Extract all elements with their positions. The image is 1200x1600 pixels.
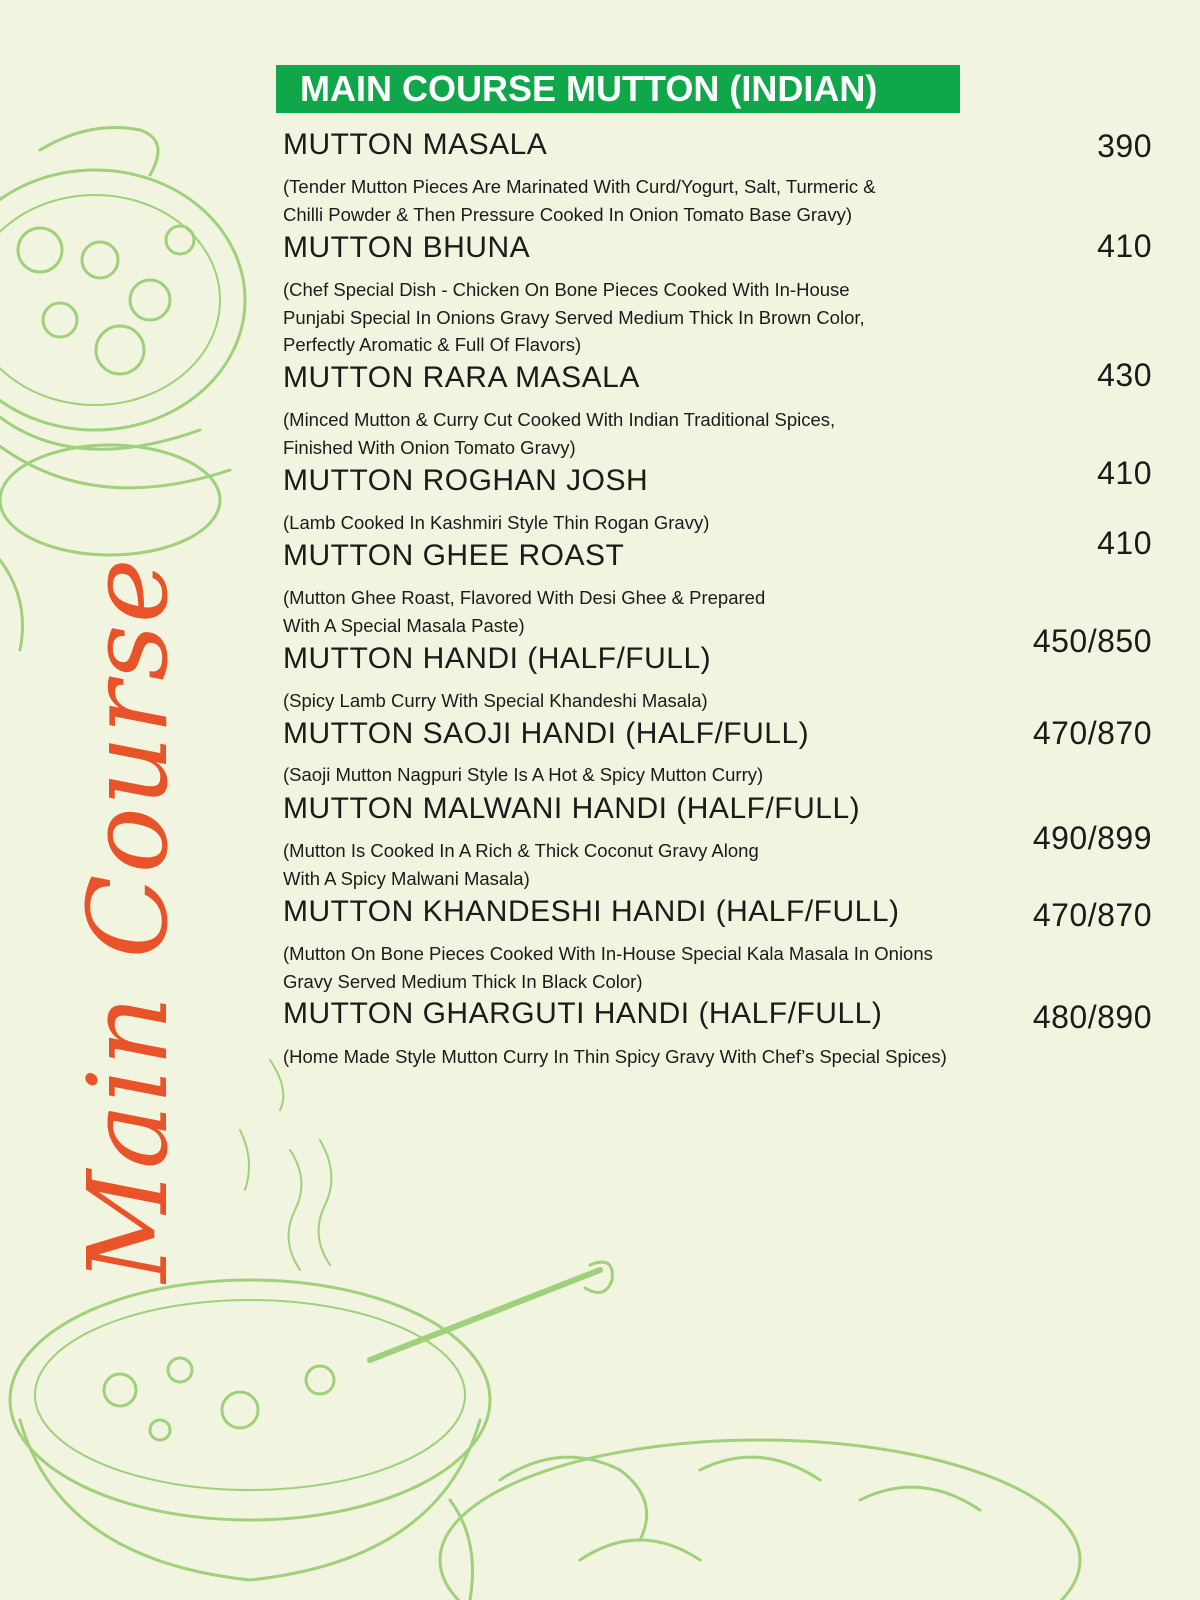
menu-item-price: 470/870 xyxy=(1032,715,1152,751)
menu-item-name: MUTTON SAOJI HANDI (HALF/FULL) xyxy=(283,717,810,750)
menu-item-price: 410 xyxy=(1097,455,1152,491)
plate-sketch xyxy=(440,1440,1080,1600)
menu-item-description: (Home Made Style Mutton Curry In Thin Spicy Gravy With Chef’s Special Spices) xyxy=(283,1046,947,1067)
menu-item-description: (Tender Mutton Pieces Are Marinated With Curd/Yogurt, Salt, Turmeric & Chilli Powder & Then Pressure Cooked In Onion Tomato Base Gravy) xyxy=(283,176,876,225)
menu-item-description: (Minced Mutton & Curry Cut Cooked With Indian Traditional Spices, Finished With Onion Tomato Gravy) xyxy=(283,409,836,458)
menu-item-price: 430 xyxy=(1097,357,1152,393)
menu-item-description: (Chef Special Dish - Chicken On Bone Pieces Cooked With In-House Punjabi Special In Onions Gravy Served Medium Thick In Brown Color, Perfectly Aromatic & Full Of Flavors) xyxy=(283,279,865,355)
menu-item-price: 450/850 xyxy=(1032,623,1152,659)
menu-item-price: 410 xyxy=(1097,525,1152,561)
menu-item-name: MUTTON GHARGUTI HANDI (HALF/FULL) xyxy=(283,997,883,1030)
menu-item-name: MUTTON MALWANI HANDI (HALF/FULL) xyxy=(283,792,861,825)
menu-item-price: 480/890 xyxy=(1032,999,1152,1035)
menu-item-description: (Mutton On Bone Pieces Cooked With In-House Special Kala Masala In Onions Gravy Served Medium Thick In Black Color) xyxy=(283,943,933,992)
menu-item-name: MUTTON HANDI (HALF/FULL) xyxy=(283,642,712,675)
menu-item-name: MUTTON MASALA xyxy=(283,128,548,161)
section-header: MAIN COURSE MUTTON (INDIAN) xyxy=(276,65,960,113)
menu-item-name: MUTTON RARA MASALA xyxy=(283,361,640,394)
menu-item-name: MUTTON BHUNA xyxy=(283,231,531,264)
steam-sketch xyxy=(240,1060,331,1270)
menu-item-description: (Lamb Cooked In Kashmiri Style Thin Rogan Gravy) xyxy=(283,512,710,533)
menu-item-name: MUTTON KHANDESHI HANDI (HALF/FULL) xyxy=(283,895,900,928)
bowl-sketch xyxy=(10,1262,612,1580)
menu-item-price: 410 xyxy=(1097,228,1152,264)
menu-item-price: 470/870 xyxy=(1032,897,1152,933)
side-title-main-course: Main Course xyxy=(64,557,192,1283)
menu-item-description: (Spicy Lamb Curry With Special Khandeshi Masala) xyxy=(283,690,708,711)
menu-item-price: 390 xyxy=(1097,128,1152,164)
menu-item-description: (Mutton Ghee Roast, Flavored With Desi Ghee & Prepared With A Special Masala Paste) xyxy=(283,587,766,636)
menu-item-name: MUTTON ROGHAN JOSH xyxy=(283,464,649,497)
menu-item-name: MUTTON GHEE ROAST xyxy=(283,539,625,572)
menu-item-description: (Saoji Mutton Nagpuri Style Is A Hot & Spicy Mutton Curry) xyxy=(283,764,764,785)
menu-item-description: (Mutton Is Cooked In A Rich & Thick Coconut Gravy Along With A Spicy Malwani Masala) xyxy=(283,840,759,889)
menu-item-price: 490/899 xyxy=(1032,820,1152,856)
